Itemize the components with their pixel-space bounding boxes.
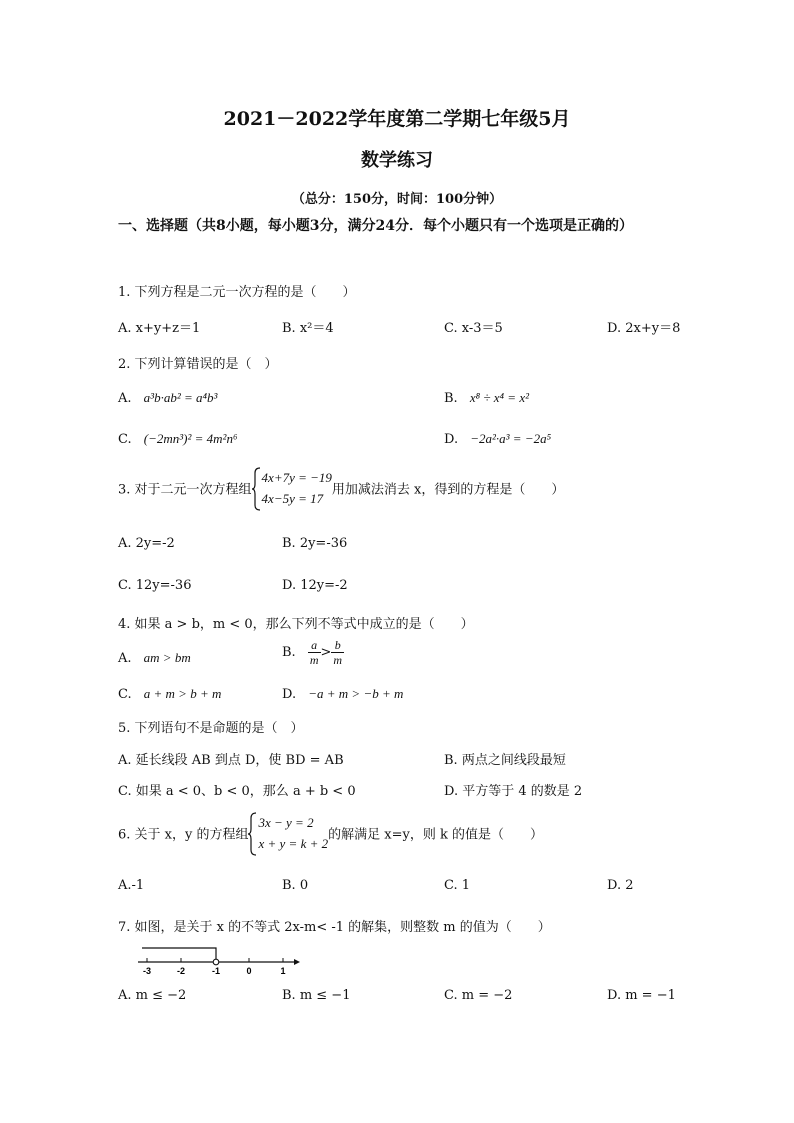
q3-option-a: A. 2y=-2 [118, 536, 175, 551]
q7-option-a: A. m ≤ −2 [118, 988, 187, 1003]
q4-expr-a: am > bm [143, 650, 191, 665]
q7-option-c: C. m = −2 [444, 988, 513, 1003]
q3-equation-system [252, 467, 332, 509]
brace-icon [248, 812, 257, 856]
q3-option-d: D. 12y=-2 [282, 578, 348, 593]
q5-option-a: A. 延长线段 AB 到点 D，使 BD = AB [118, 753, 344, 768]
page-title: 2021－2022学年度第二学期七年级5月 [223, 108, 571, 130]
q2-label-d: D. [444, 432, 459, 447]
axis-label-1: 1 [280, 966, 286, 976]
question-6-stem [118, 812, 543, 854]
page-subtitle: 数学练习 [361, 150, 433, 171]
q2-label-a: A. [118, 391, 132, 406]
q6-prefix: 6. 关于 x，y 的方程组 [118, 827, 249, 843]
q4-label-b: B. [282, 645, 296, 660]
q2-option-d [444, 431, 551, 447]
axis-label-minus-1: -1 [211, 966, 221, 976]
q2-label-b: B. [444, 391, 458, 406]
q2-option-a [118, 390, 217, 406]
question-4-stem: 4. 如果 a > b，m < 0，那么下列不等式中成立的是（ ） [118, 617, 474, 632]
q4-fraction-b-numerator: b [331, 638, 344, 653]
q7-option-b: B. m ≤ −1 [282, 988, 351, 1003]
q5-option-c: C. 如果 a < 0、b < 0，那么 a + b < 0 [118, 784, 356, 799]
q3-prefix: 3. 对于二元一次方程组 [118, 482, 252, 498]
open-circle-marker [213, 959, 219, 965]
q3-suffix: 用加减法消去 x，得到的方程是（ ） [331, 482, 565, 498]
question-7-stem: 7. 如图，是关于 x 的不等式 2x-m< -1 的解集，则整数 m 的值为（ ） [118, 920, 551, 935]
q4-option-a [118, 650, 191, 666]
number-line-figure [134, 940, 304, 978]
brace-icon [252, 467, 261, 511]
q2-expr-d: −2a²·a³ = −2a⁵ [470, 431, 552, 446]
q3-option-c: C. 12y=-36 [118, 578, 192, 593]
q1-option-b: B. x²＝4 [282, 321, 334, 336]
q6-suffix: 的解满足 x=y，则 k 的值是（ ） [328, 827, 543, 843]
exam-meta: （总分：150分，时间：100分钟） [291, 192, 503, 207]
q6-option-c: C. 1 [444, 878, 471, 893]
q3-option-b: B. 2y=-36 [282, 536, 348, 551]
q3-equation-1: 4x+7y = −19 [261, 470, 332, 485]
q2-expr-b: x⁸ ÷ x⁴ = x² [469, 390, 529, 405]
q4-fraction-a-denominator: m [309, 653, 319, 667]
q7-option-d: D. m = −1 [607, 988, 676, 1003]
q1-option-d: D. 2x+y＝8 [607, 321, 681, 336]
q6-option-b: B. 0 [282, 878, 309, 893]
q4-option-d [282, 686, 403, 702]
q4-fraction-b-denominator: m [333, 653, 343, 667]
q4-fraction-b [331, 638, 344, 667]
q4-label-a: A. [118, 651, 132, 666]
q5-option-d: D. 平方等于 4 的数是 2 [444, 784, 583, 799]
q4-fraction-a [308, 638, 321, 667]
q4-fraction-a-numerator: a [308, 638, 321, 653]
q4-expr-d: −a + m > −b + m [308, 686, 404, 701]
q2-option-b [444, 390, 529, 406]
q2-expr-c: (−2mn³)² = 4m²n⁶ [143, 431, 238, 446]
axis-label-minus-3: -3 [142, 966, 152, 976]
q4-option-c [118, 686, 221, 702]
q4-option-b [282, 638, 344, 667]
q6-option-d: D. 2 [607, 878, 634, 893]
q5-option-b: B. 两点之间线段最短 [444, 753, 566, 768]
q2-label-c: C. [118, 432, 132, 447]
axis-label-0: 0 [246, 966, 252, 976]
q4-expr-c: a + m > b + m [143, 686, 222, 701]
q4-greater-than: > [320, 645, 332, 660]
q6-option-a: A.-1 [118, 878, 145, 893]
q1-option-a: A. x+y+z＝1 [118, 321, 201, 336]
axis-arrow-icon [294, 959, 300, 965]
q4-label-d: D. [282, 687, 297, 702]
q2-option-c [118, 431, 237, 447]
q6-equation-2: x + y = k + 2 [258, 836, 329, 851]
q6-equation-system [248, 812, 328, 854]
q4-label-c: C. [118, 687, 132, 702]
solution-set-ray [142, 948, 216, 959]
question-5-stem: 5. 下列语句不是命题的是（ ） [118, 721, 304, 736]
axis-label-minus-2: -2 [176, 966, 186, 976]
q2-expr-a: a³b·ab² = a⁴b³ [143, 390, 218, 405]
question-2-stem: 2. 下列计算错误的是（ ） [118, 357, 278, 372]
q3-equation-2: 4x−5y = 17 [261, 491, 324, 506]
question-1-stem: 1. 下列方程是二元一次方程的是（ ） [118, 285, 356, 300]
question-3-stem [118, 467, 564, 509]
q6-equation-1: 3x − y = 2 [258, 815, 314, 830]
q1-option-c: C. x-3＝5 [444, 321, 503, 336]
section-heading: 一、选择题（共8小题，每小题3分，满分24分．每个小题只有一个选项是正确的） [118, 218, 633, 234]
